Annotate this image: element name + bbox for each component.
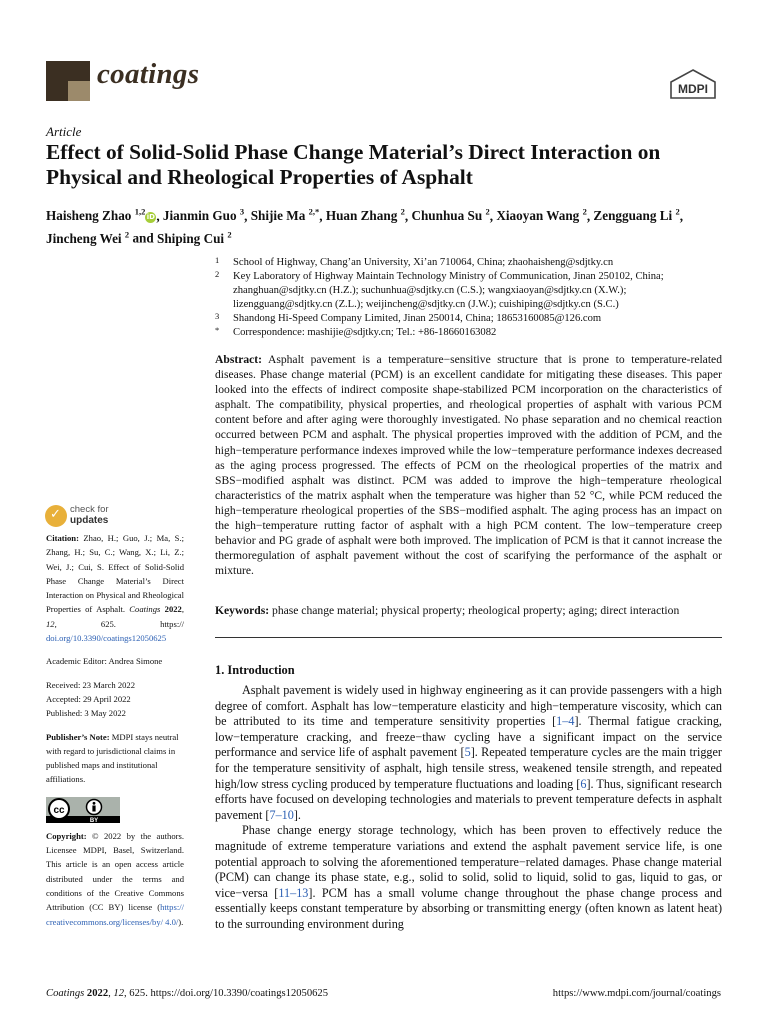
affiliation-item: 2 Key Laboratory of Highway Maintain Technology Ministry of Communication, Jinan 250102, China; zhanghuan@sdjtky.cn (H.Z.); suchunhua@sdjtky.cn (C.S.); wangxiaoyan@sdjtky.cn (X.W.); lizengguang@sdjtky.cn (Z.L.); weijincheng@sdjtky.cn (J.W.); cuishiping@sdjtky.cn (S.C.) bbox=[215, 268, 664, 310]
author-name[interactable]: Jianmin Guo $^3$ bbox=[162, 207, 245, 224]
abstract-text: Asphalt pavement is a temperature−sensitive structure that is prone to temperature-related diseases. Phase change material (PCM) is an excellent candidate for mitigating these diseases. This paper looked into the effects of indirect composite shape-stabilized PCM incorporation on the characteristics of asphalt. The compatibility, physical properties, and rheological properties of asphalt with various PCM content before and after aging were thoroughly investigated. No phase separation and no chemical reaction occurred between PCM and asphalt. The physical properties improved with the addition of PCM, and the high−temperature performance indexes improved while the low−temperature performance indexes decreased as the aging process progressed. The effects of PCM on the rheological properties of the matrix and SBS−modified asphalt was distinct. PCM was added to improve the high−temperature rheological characteristics of the matrix asphalt when the temperature was higher than 52 °C, while PCM reduced the high−temperature rheological properties of the SBS−modified asphalt. The aging process has an impact on the high−temperature rutting factor of asphalt with a high PCM content. The low−temperature creep behavior and PG grade of asphalt were both improved. The implication of PCM is that it cannot increase the thermoregulation of asphalt pavement without the cost of scarifying the performance of the asphalt or mixture. bbox=[215, 353, 722, 578]
paragraph: Asphalt pavement is widely used in highway engineering as it can provide passengers with a high degree of comfort. Asphalt has low−temperature elasticity and high−temperature viscosity, which can be attributed to its time and temperature sensitivity properties [1–4]. Thermal fatigue cracking, low−temperature cracking, and freeze−thaw cycling have a significant impact on the service performance and service life of asphalt pavement [5]. Repeated temperature cycles are the main trigger for the temperature sensitivity of asphalt, high tensile stress, weakened tensile strength, and repeated high/low stress cycling produced by temperature fluctuations and loading [6]. Thus, significant research efforts have focused on developing technologies and materials to prevent temperature defects in asphalt pavement [7–10]. bbox=[215, 683, 722, 822]
cc-by-license-badge[interactable] bbox=[46, 797, 120, 823]
publisher-logo[interactable] bbox=[668, 69, 718, 99]
check-updates-icon: ✓ bbox=[45, 505, 67, 527]
section-heading-introduction: 1. Introduction bbox=[215, 663, 295, 677]
publisher-note: Publisher’s Note: MDPI stays neutral with regard to jurisdictional claims in published maps and institutional affiliations. bbox=[46, 731, 179, 785]
author-name[interactable]: Zengguang Li $^2$ bbox=[593, 207, 680, 224]
accepted-date: Accepted: 29 April 2022 bbox=[46, 693, 131, 704]
author-name[interactable]: Xiaoyan Wang $^2$ bbox=[496, 207, 587, 224]
author-name[interactable]: Jincheng Wei $^2$ bbox=[46, 229, 130, 246]
reference-link[interactable]: 6 bbox=[580, 776, 587, 791]
check-updates-line1: check for bbox=[70, 504, 109, 515]
affiliation-item: * Correspondence: mashijie@sdjtky.cn; Tel.: +86-18660163082 bbox=[215, 324, 497, 338]
keywords-label: Keywords: bbox=[215, 604, 270, 617]
keywords bbox=[215, 603, 722, 618]
affiliation-item: 1 School of Highway, Chang’an University, Xi’an 710064, China; zhaohaisheng@sdjtky.cn bbox=[215, 255, 614, 268]
keywords-text: phase change material; physical property; rheological property; aging; direct interaction bbox=[272, 604, 680, 617]
published-date: Published: 3 May 2022 bbox=[46, 708, 126, 719]
svg-text:cc: cc bbox=[53, 804, 65, 816]
paragraph: Phase change energy storage technology, which has been proven to effectively reduce the magnitude of extreme temperature variations and extend the asphalt pavement service life, is one potential approach to solving the aforementioned temperature−related damages. Phase change material (PCM) can change its phase state, e.g., solid to solid, solid to liquid, solid to gas, liquid to gas, or vice−versa [11–13]. PCM has a small volume change throughout the phase change process and essentially keeps constant temperature by absorbing or transmitting energy (often known as latent heat) to the surrounding environment during bbox=[215, 823, 722, 931]
abstract bbox=[215, 352, 722, 578]
author-name[interactable]: Huan Zhang $^2$ bbox=[325, 207, 405, 224]
reference-link[interactable]: 1–4 bbox=[556, 714, 575, 729]
journal-name[interactable]: coatings bbox=[97, 58, 200, 90]
author-list: Haisheng Zhao $^{1,2}$iD, Jianmin Guo $^3$, Shijie Ma $^{2,*}$, Huan Zhang $^2$, Chunhua Su $^2$, Xiaoyan Wang $^2$, Zengguang Li $^2$, Jincheng Wei $^2$ and Shiping Cui $^2$ bbox=[46, 207, 684, 246]
citation: Citation: Zhao, H.; Guo, J.; Ma, S.; Zhang, H.; Su, C.; Wang, X.; Li, Z.; Wei, J.; Cui, S. Effect of Solid-Solid Phase Change Material’s Direct Interaction on Physical and Rheological Properties of Asphalt. Coatings 2022, 12, 625. https:// doi.org/10.3390/coatings12050625 bbox=[46, 533, 184, 644]
author-name[interactable]: Haisheng Zhao $^{1,2}$iD bbox=[46, 207, 155, 224]
reference-link[interactable]: 5 bbox=[464, 745, 471, 760]
abstract-label: Abstract: bbox=[215, 353, 263, 366]
affiliations bbox=[215, 256, 725, 339]
journal-logo-mark bbox=[46, 61, 90, 101]
check-for-updates-button[interactable] bbox=[45, 505, 135, 527]
footer-journal-url[interactable]: https://www.mdpi.com/journal/coatings bbox=[552, 988, 721, 999]
author-name[interactable]: Shiping Cui $^2$ bbox=[157, 229, 232, 246]
paper-title: Effect of Solid-Solid Phase Change Material’s Direct Interaction on Physical and Rheological Properties of Asphalt bbox=[46, 140, 661, 189]
footer-citation: Coatings 2022, 12, 625. https://doi.org/10.3390/coatings12050625 bbox=[46, 988, 329, 999]
citation-label: Citation: bbox=[46, 533, 79, 543]
introduction-body bbox=[215, 683, 722, 933]
check-updates-line2: updates bbox=[70, 515, 109, 526]
reference-link[interactable]: 7–10 bbox=[269, 807, 294, 822]
author-name[interactable]: Shijie Ma $^{2,*}$ bbox=[250, 207, 320, 224]
received-date: Received: 23 March 2022 bbox=[46, 679, 136, 690]
license-link[interactable]: https:// creativecommons.org/licenses/by/ 4.0/ bbox=[46, 902, 184, 927]
copyright-notice: Copyright: © 2022 by the authors. Licensee MDPI, Basel, Switzerland. This article is an open access article distributed under the terms and conditions of the Creative Commons Attribution (CC BY) license (https:// creativecommons.org/licenses/by/ 4.0/). bbox=[46, 830, 184, 927]
citation-doi-link[interactable]: doi.org/10.3390/coatings12050625 bbox=[46, 633, 167, 644]
academic-editor: Academic Editor: Andrea Simone bbox=[46, 656, 163, 667]
orcid-icon[interactable]: iD bbox=[146, 213, 155, 222]
cc-by-label: BY bbox=[89, 817, 99, 823]
author-name[interactable]: Chunhua Su $^2$ bbox=[411, 207, 490, 224]
publisher-name: MDPI bbox=[678, 82, 708, 96]
section-divider bbox=[215, 637, 722, 638]
affiliation-item: 3 Shandong Hi-Speed Company Limited, Jinan 250014, China; 18653160085@126.com bbox=[215, 310, 602, 324]
article-info-sidebar bbox=[46, 531, 184, 929]
article-type: Article bbox=[46, 124, 82, 139]
reference-link[interactable]: 11–13 bbox=[278, 885, 309, 900]
